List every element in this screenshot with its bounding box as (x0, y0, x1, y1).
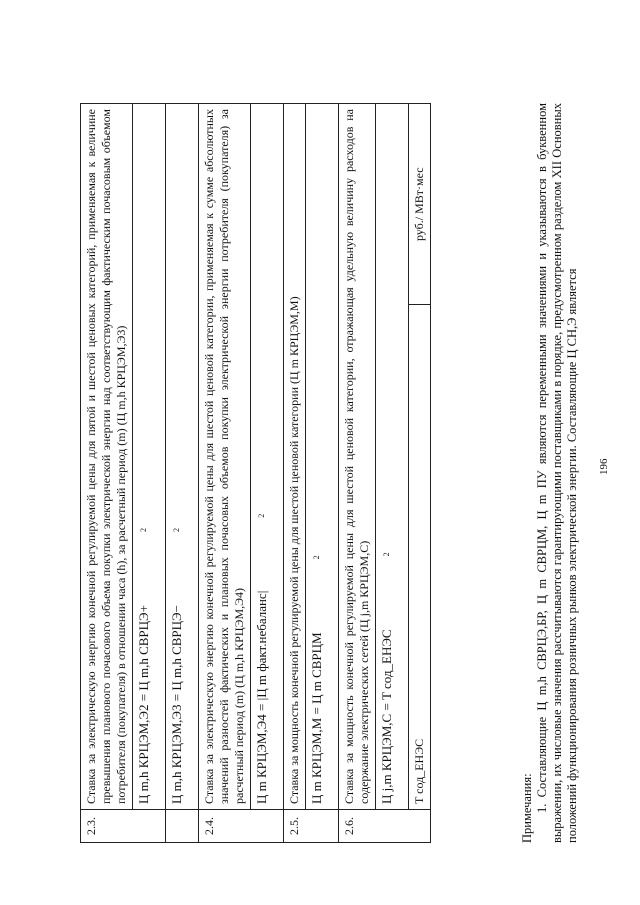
table-row (81, 104, 133, 843)
table-row (284, 104, 306, 843)
row-ordinal: 2 (312, 555, 321, 560)
table-row (251, 104, 284, 843)
row-description: Ставка за электрическую энергию конечной регулируемой цены для пятой и шестой ценовых категорий, применяемая к величине превышения планового почасового объема покупки электрической энергии над соответствующим фактическим почасовым объемом потребителя (покупателя) в отношении часа (h), за расчетный период (m) (Ц m,h КРЦЭМ,Э3) (81, 104, 133, 810)
table-row (376, 104, 409, 843)
tariff-unit: руб./ МВт·мес (412, 167, 426, 242)
tariff-subtable (409, 104, 430, 809)
row-description: Ставка за электрическую энергию конечной регулируемой цены для шестой ценовой категории, применяемая к сумме абсолютных значений разностей фактических и плановых почасовых объемов покупки электрической энергии потребителя (покупателя) за расчетный период (m) (Ц m,h КРЦЭМ,Э4) (199, 104, 251, 810)
formula-cell (133, 104, 166, 810)
row-number (166, 810, 199, 843)
row-ordinal: 2 (257, 513, 266, 518)
formula-cell (251, 104, 284, 810)
formula: Ц m КРЦЭМ,М = Ц m СВРЦМ (309, 632, 324, 804)
tariff-subtable-cell (409, 104, 431, 810)
table-row (199, 104, 251, 843)
row-number: 2.3. (81, 810, 166, 843)
formula-cell (376, 104, 409, 810)
formula: Ц m,h КРЦЭМ,Э2 = Ц m,h СВРЦЭ+ (136, 605, 151, 804)
row-number: 2.4. (199, 810, 284, 843)
formula: Ц m,h КРЦЭМ,Э3 = Ц m,h СВРЦЭ− (169, 605, 184, 804)
row-description: Ставка за мощность конечной регулируемой цены для шестой ценовой категории, отражающая удельную величину расходов на содержание электрических сетей (Ц j,m КРЦЭМ,С) (339, 104, 376, 810)
page-number: 196 (598, 458, 610, 475)
formula: Ц j,m КРЦЭМ,С = T сод_ЕНЭС (379, 629, 394, 804)
notes-paragraph: 1. Составляющие Ц m,h СВРЦЭ,БР, Ц m СВРЦМ, Ц m ПУ являются переменными значениями и указываются в буквенном выражении, их числовые значения рассчитываются гарантирующими поставщиками в порядке, предусмотренном разделом XII Основных положений функционирования розничных рынков электрической энергии. Составляющие Ц СН,Э является (535, 103, 579, 843)
tariff-label: T сод_ЕНЭС (409, 305, 430, 809)
formula-cell (306, 104, 339, 810)
formula-cell (166, 104, 199, 810)
table-row (306, 104, 339, 843)
row-description: Ставка за мощность конечной регулируемой цены для шестой ценовой категории (Ц m КРЦЭМ,М) (284, 104, 306, 810)
notes-heading: Примечания: (520, 773, 534, 843)
table-row (166, 104, 199, 843)
row-number: 2.6. (339, 810, 431, 843)
formula: Ц m КРЦЭМ,Э4 = |Ц m факт.небаланс| (254, 590, 269, 804)
tariff-table (80, 103, 431, 843)
row-number: 2.5. (284, 810, 339, 843)
table-row (339, 104, 376, 843)
notes-section (520, 103, 580, 843)
row-ordinal: 2 (139, 528, 148, 533)
row-ordinal: 2 (382, 552, 391, 557)
table-row (409, 104, 431, 843)
row-ordinal: 2 (172, 528, 181, 533)
table-row (133, 104, 166, 843)
